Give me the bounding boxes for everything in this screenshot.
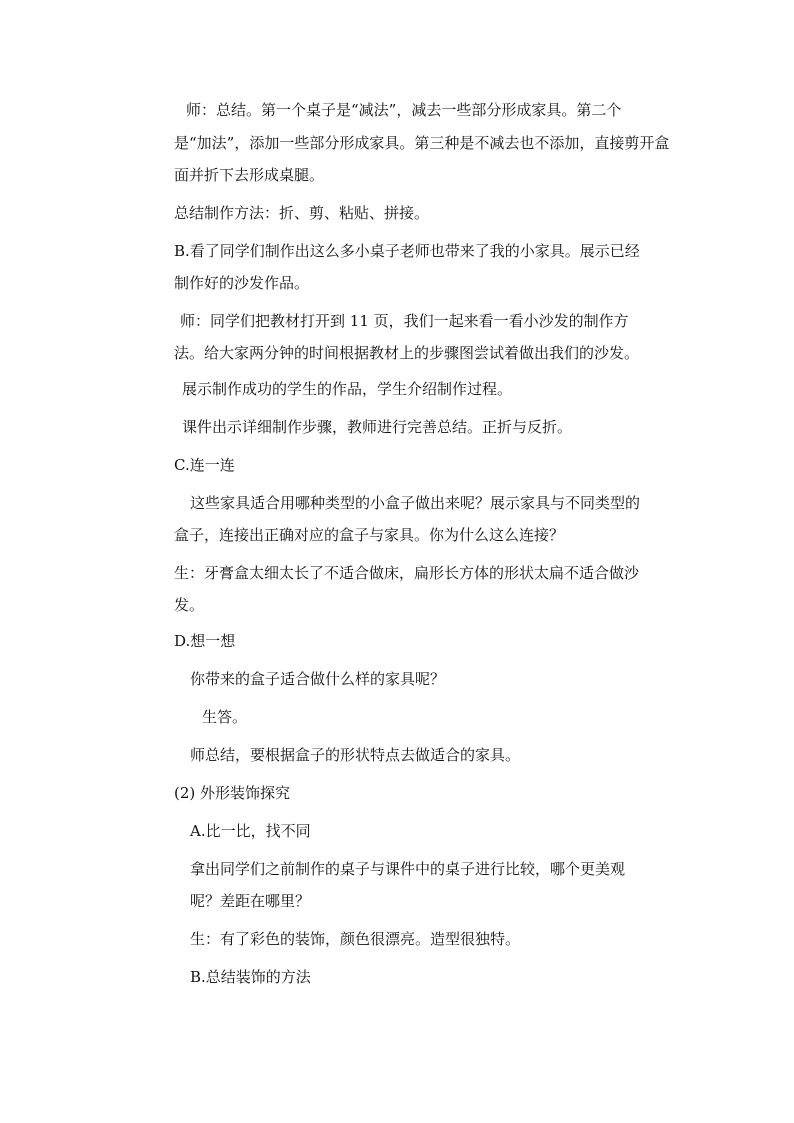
text-line: 师：总结。第一个桌子是“减法”，减去一些部分形成家具。第二个	[186, 101, 622, 119]
text-line: 生：有了彩色的装饰，颜色很漂亮。造型很独特。	[190, 930, 521, 948]
text-line: 总结制作方法：折、剪、粘贴、拼接。	[174, 204, 430, 222]
section-heading: (2) 外形装饰探究	[174, 784, 291, 802]
text-line: 师：同学们把教材打开到 11 页，我们一起来看一看小沙发的制作方	[180, 312, 629, 330]
section-heading: B.总结装饰的方法	[190, 968, 311, 986]
text-line: 你带来的盒子适合做什么样的家具呢？	[190, 670, 446, 688]
section-heading: C.连一连	[174, 456, 235, 474]
text-line: 制作好的沙发作品。	[174, 274, 310, 292]
text-line: B.看了同学们制作出这么多小桌子老师也带来了我的小家具。展示已经	[174, 242, 640, 260]
text-line: 是“加法”，添加一些部分形成家具。第三种是不减去也不添加，直接剪开盒	[174, 134, 670, 152]
text-line: 面并折下去形成桌腿。	[174, 166, 325, 184]
text-line: 这些家具适合用哪种类型的小盒子做出来呢？展示家具与不同类型的	[190, 494, 641, 512]
text-line: 师总结，要根据盒子的形状特点去做适合的家具。	[190, 746, 521, 764]
section-heading: D.想一想	[174, 632, 236, 650]
text-line: 展示制作成功的学生的作品，学生介绍制作过程。	[182, 380, 513, 398]
text-line: 盒子，连接出正确对应的盒子与家具。你为什么这么连接？	[174, 526, 565, 544]
text-line: 发。	[174, 596, 205, 614]
text-line: 法。给大家两分钟的时间根据教材上的步骤图尝试着做出我们的沙发。	[174, 344, 640, 362]
text-line: 生答。	[202, 708, 248, 726]
section-heading: A.比一比，找不同	[190, 822, 311, 840]
text-line: 课件出示详细制作步骤，教师进行完善总结。正折与反折。	[182, 418, 573, 436]
text-line: 生：牙膏盒太细太长了不适合做床，扁形长方体的形状太扁不适合做沙	[174, 564, 640, 582]
text-line: 呢？差距在哪里？	[190, 892, 311, 910]
text-line: 拿出同学们之前制作的桌子与课件中的桌子进行比较，哪个更美观	[190, 860, 626, 878]
